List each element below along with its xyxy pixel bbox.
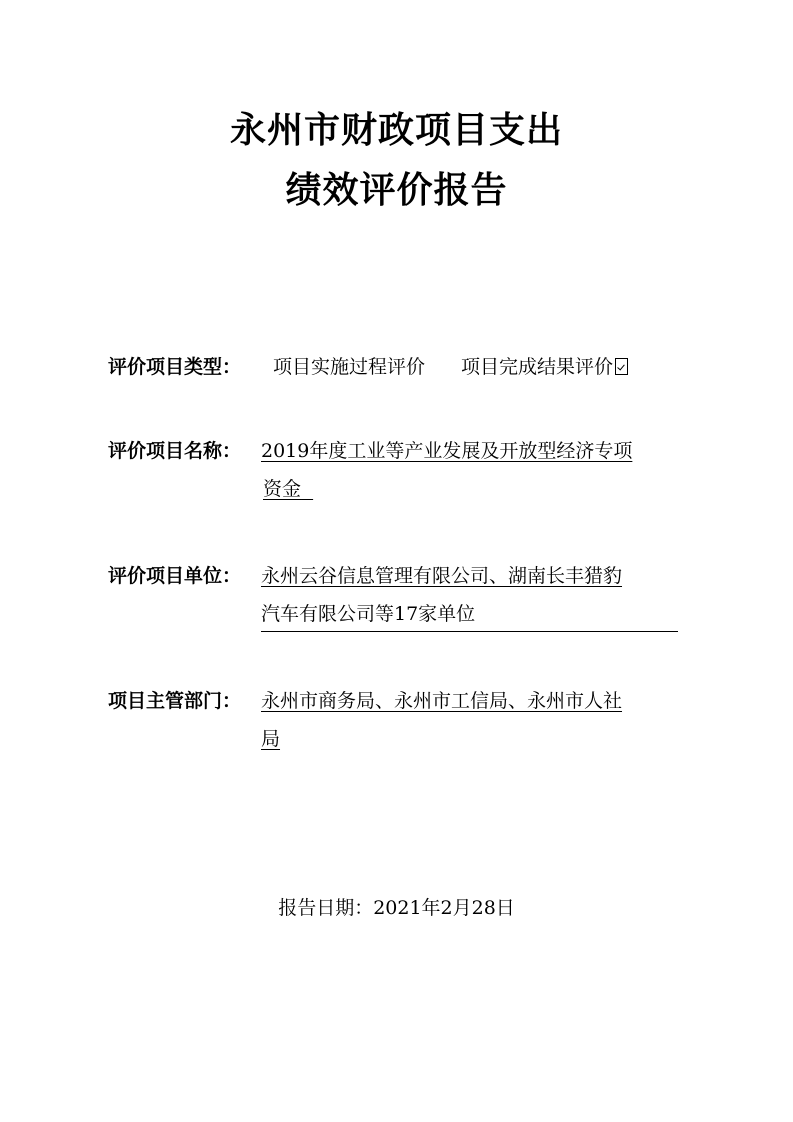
project-name-line1: 2019年度工业等产业发展及开放型经济专项 <box>261 440 633 462</box>
field-label-name: 评价项目名称： <box>108 440 242 462</box>
field-value-name <box>261 432 678 508</box>
dept-line1: 永州市商务局、永州市工信局、永州市人社 <box>261 690 623 712</box>
field-value-unit <box>261 557 678 632</box>
report-date: 报告日期：2021年2月28日 <box>278 897 515 919</box>
field-label-dept: 项目主管部门： <box>108 690 242 712</box>
type-options <box>273 348 628 386</box>
project-name-line2: 资金 <box>263 478 302 500</box>
checkbox-checked-icon <box>615 358 628 375</box>
type-option-process: 项目实施过程评价 <box>273 356 426 378</box>
field-label-unit: 评价项目单位： <box>108 565 242 587</box>
project-unit-line1: 永州云谷信息管理有限公司、湖南长丰猎豹 <box>261 565 623 587</box>
field-label-type: 评价项目类型： <box>108 356 242 378</box>
report-title-line2: 绩效评价报告 <box>285 169 508 211</box>
field-value-dept <box>261 682 678 758</box>
dept-line2: 局 <box>261 728 281 750</box>
project-unit-line2: 汽车有限公司等17家单位 <box>261 595 678 632</box>
type-option-result: 项目完成结果评价 <box>461 356 614 378</box>
report-title-line1: 永州市财政项目支出 <box>229 109 563 151</box>
